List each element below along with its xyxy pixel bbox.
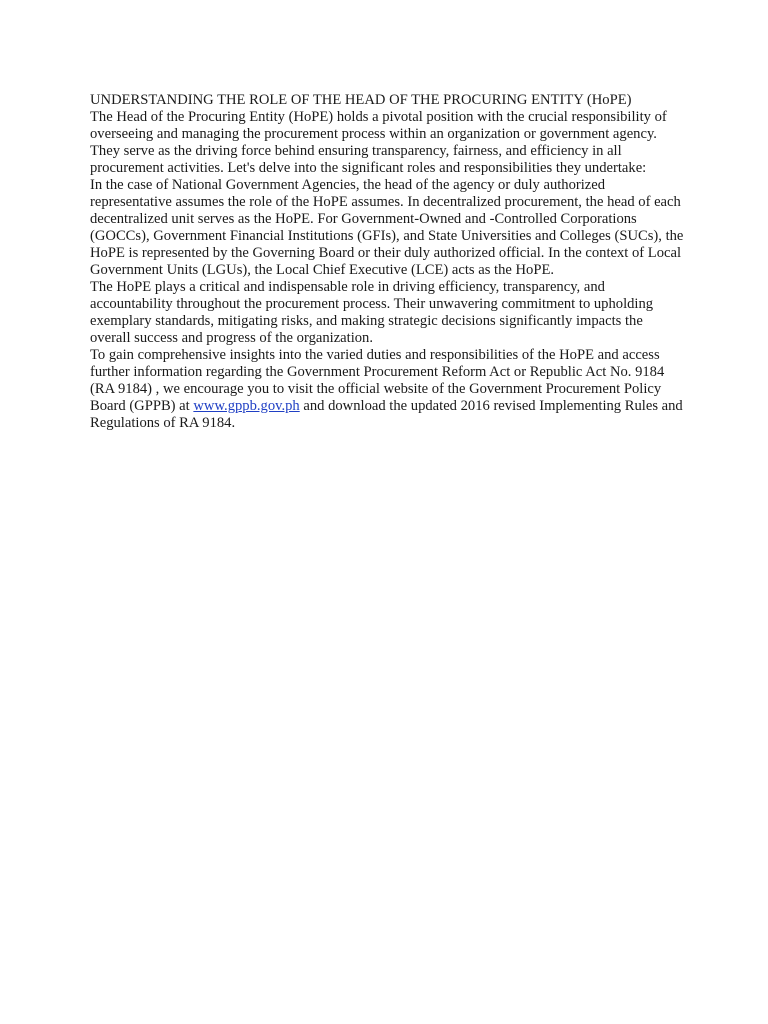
paragraph-more-info-text-2: and download the updated 2016 revised Implementing Rules and Regulations of RA 9184. — [90, 398, 683, 431]
paragraph-intro: The Head of the Procuring Entity (HoPE) holds a pivotal position with the crucial responsibility of overseeing and managing the procurement process within an organization or government agency. They serve as the driving force behind ensuring transparency, fairness, and efficiency in all procurement activities. Let's delve into the significant roles and responsibilities they undertake: — [90, 109, 667, 176]
paragraph-more-info — [90, 347, 685, 432]
document-body — [90, 92, 685, 432]
paragraph-hope-importance: The HoPE plays a critical and indispensable role in driving efficiency, transparency, and accountability throughout the procurement process. Their unwavering commitment to upholding exemplary standards, mitigating risks, and making strategic decisions significantly impacts the overall success and progress of the organization. — [90, 279, 654, 346]
document-title: UNDERSTANDING THE ROLE OF THE HEAD OF THE PROCURING ENTITY (HoPE) — [90, 92, 632, 108]
paragraph-hope-designation: In the case of National Government Agencies, the head of the agency or duly authorized representative assumes the role of the HoPE assumes. In decentralized procurement, the head of each decentralized unit serves as the HoPE. For Government-Owned and -Controlled Corporations (GOCCs), Government Financial Institutions (GFIs), and State Universities and Colleges (SUCs), the HoPE is represented by the Governing Board or their duly authorized official. In the context of Local Government Units (LGUs), the Local Chief Executive (LCE) acts as the HoPE. — [90, 177, 684, 278]
gppb-website-link[interactable]: www.gppb.gov.ph — [193, 398, 300, 414]
paragraph-more-info-text-1: To gain comprehensive insights into the varied duties and responsibilities of the HoPE and access further information regarding the Government Procurement Reform Act or Republic Act No. 9184 (RA 9184) , we encourage you to visit the official website of the Government Procurement Policy Board (GPPB) at — [90, 347, 665, 414]
